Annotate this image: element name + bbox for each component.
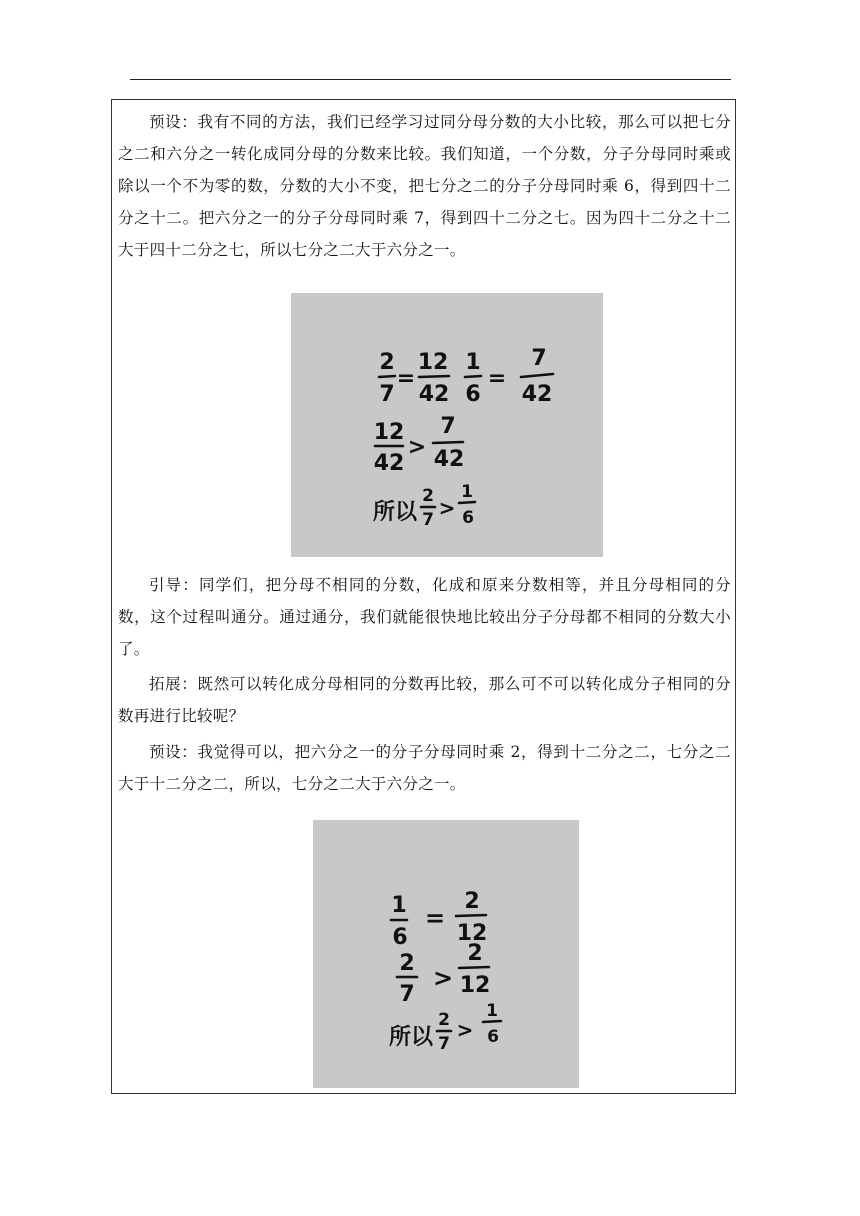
hw-numerator: 2 (422, 486, 434, 506)
handwriting-canvas-1 (291, 293, 603, 557)
hw-denominator: 6 (392, 925, 408, 950)
hw-greater-than: > (456, 1018, 474, 1042)
hw-greater-than: > (438, 496, 456, 520)
hw-numerator: 1 (486, 1001, 498, 1021)
hw-numerator: 1 (391, 893, 407, 918)
paragraph-preset-common-denominator: 预设：我有不同的方法，我们已经学习过同分母分数的大小比较，那么可以把七分之二和六分之一转化成同分母的分数来比较。我们知道，一个分数，分子分母同时乘或除以一个不为零的数，分数的大小不变，把七分之二的分子分母同时乘 6，得到四十二分之十二。把六分之一的分子分母同时乘 7，得到四十二分之七。因为四十二分之十二大于四十二分之七，所以七分之二大于六分之一。 (118, 113, 731, 259)
hw-numerator: 7 (531, 346, 547, 371)
hw-greater-than: > (432, 964, 454, 992)
fraction-bar (465, 376, 481, 377)
hw-equals: = (487, 366, 507, 391)
paragraph-extension: 拓展：既然可以转化成分母相同的分数再比较，那么可不可以转化成分子相同的分数再进行比较呢？ (118, 675, 731, 725)
hw-denominator: 42 (373, 451, 405, 476)
hw-denominator: 7 (379, 382, 395, 407)
fraction-bar (379, 376, 395, 377)
hw-numerator: 1 (465, 350, 481, 375)
hw-denominator: 42 (521, 382, 553, 407)
fraction-bar (456, 915, 486, 916)
hw-denominator: 7 (422, 510, 434, 530)
hw-denominator: 12 (456, 921, 488, 946)
hw-denominator: 42 (433, 447, 465, 472)
hw-denominator: 7 (399, 982, 415, 1007)
hw-numerator: 2 (467, 941, 483, 966)
hw-greater-than: > (407, 435, 427, 460)
header-rule (130, 79, 731, 80)
handwriting-canvas-2 (313, 820, 579, 1088)
hw-numerator: 12 (417, 350, 449, 375)
hw-equals: = (424, 904, 446, 932)
hw-denominator: 12 (459, 973, 491, 998)
hw-numerator: 1 (461, 482, 473, 502)
paragraph-guide-reduction: 引导：同学们，把分母不相同的分数，化成和原来分数相等，并且分母相同的分数，这个过程叫通分。通过通分，我们就能很快地比较出分子分母都不相同的分数大小了。 (118, 576, 731, 658)
fraction-bar (483, 1021, 501, 1022)
hw-numerator: 2 (464, 889, 480, 914)
handwritten-photo-common-numerator (313, 820, 579, 1088)
fraction-bar (433, 442, 463, 443)
hw-denominator: 6 (487, 1027, 499, 1047)
hw-denominator: 42 (418, 382, 450, 407)
fraction-bar (459, 502, 475, 503)
paragraph-preset-common-numerator: 预设：我觉得可以，把六分之一的分子分母同时乘 2，得到十二分之二，七分之二大于十二分之二，所以，七分之二大于六分之一。 (118, 743, 731, 793)
hw-denominator: 7 (438, 1034, 450, 1054)
hw-numerator: 2 (438, 1010, 450, 1030)
fraction-bar (459, 967, 489, 968)
hw-numerator: 12 (373, 420, 405, 445)
hw-numerator: 2 (399, 951, 415, 976)
hw-therefore: 所以 (389, 1025, 434, 1050)
hw-therefore: 所以 (373, 500, 418, 525)
handwritten-photo-common-denominator (291, 293, 603, 557)
hw-equals: = (396, 366, 416, 391)
fraction-bar (521, 374, 553, 377)
hw-denominator: 6 (462, 508, 474, 528)
fraction-bar (419, 376, 449, 377)
hw-numerator: 2 (379, 350, 395, 375)
hw-denominator: 6 (465, 382, 481, 407)
hw-numerator: 7 (440, 414, 456, 439)
